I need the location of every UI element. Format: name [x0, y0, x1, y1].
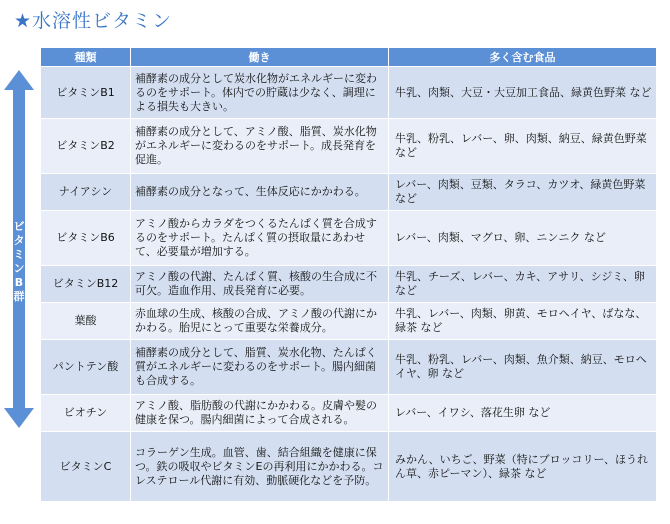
- table-row: [41, 211, 657, 266]
- vitamin-function: コラーゲン生成。血管、歯、結合組織を健康に保つ。鉄の吸収やビタミンEの再利用にかかわる。コレステロール代謝に有効、動脈硬化などを予防。: [131, 432, 389, 502]
- vitamin-function: アミノ酸、脂肪酸の代謝にかかわる。皮膚や髪の健康を保つ。腸内細菌によって合成される。: [131, 395, 389, 432]
- vitamin-foods: 牛乳、肉類、大豆・大豆加工食品、緑黄色野菜 など: [389, 67, 657, 119]
- header-function: 働き: [131, 48, 389, 67]
- vitamin-function: 補酵素の成分として、アミノ酸、脂質、炭水化物がエネルギーに変わるのをサポート。成長発育を促進。: [131, 119, 389, 174]
- vitamin-foods: 牛乳、粉乳、レバー、肉類、魚介類、納豆、モロヘイヤ、卵 など: [389, 340, 657, 395]
- header-foods: 多く含む食品: [389, 48, 657, 67]
- group-label: ビタミンB群: [13, 220, 25, 303]
- table-row: [41, 432, 657, 502]
- vitamin-foods: レバー、肉類、マグロ、卵、ニンニク など: [389, 211, 657, 266]
- header-kind: 種類: [41, 48, 131, 67]
- vitamin-name: 葉酸: [41, 303, 131, 340]
- vitamin-name: ビタミンB1: [41, 67, 131, 119]
- vitamin-foods: 牛乳、粉乳、レバー、卵、肉類、納豆、緑黄色野菜 など: [389, 119, 657, 174]
- table-row: [41, 395, 657, 432]
- table-header-row: [41, 48, 657, 67]
- table-row: [41, 266, 657, 303]
- vitamin-name: ビオチン: [41, 395, 131, 432]
- vitamin-function: 補酵素の成分として、脂質、炭水化物、たんぱく質がエネルギーに変わるのをサポート。腸内細菌も合成する。: [131, 340, 389, 395]
- vitamin-foods: 牛乳、チーズ、レバー、カキ、アサリ、シジミ、卵 など: [389, 266, 657, 303]
- vitamin-function: アミノ酸の代謝、たんぱく質、核酸の生合成に不可欠。造血作用、成長発育に必要。: [131, 266, 389, 303]
- vitamin-name: ビタミンB6: [41, 211, 131, 266]
- vitamin-foods: レバー、イワシ、落花生卵 など: [389, 395, 657, 432]
- group-arrow: [4, 70, 34, 428]
- table-row: [41, 174, 657, 211]
- vitamin-function: 補酵素の成分となって、生体反応にかかわる。: [131, 174, 389, 211]
- vitamin-foods: 牛乳、レバー、肉類、卵黄、モロヘイヤ、ばなな、緑茶 など: [389, 303, 657, 340]
- vitamin-function: 補酵素の成分として炭水化物がエネルギーに変わるのをサポート。体内での貯蔵は少なく、調理による損失も大きい。: [131, 67, 389, 119]
- vitamin-name: パントテン酸: [41, 340, 131, 395]
- vitamin-name: ビタミンB12: [41, 266, 131, 303]
- vitamin-function: アミノ酸からカラダをつくるたんぱく質を合成するのをサポート。たんぱく質の摂取量にあわせて、必要量が増加する。: [131, 211, 389, 266]
- vitamin-name: ビタミンC: [41, 432, 131, 502]
- table-row: [41, 67, 657, 119]
- vitamin-function: 赤血球の生成、核酸の合成、アミノ酸の代謝にかかわる。胎児にとって重要な栄養成分。: [131, 303, 389, 340]
- vitamin-foods: レバー、肉類、豆類、タラコ、カツオ、緑黄色野菜 など: [389, 174, 657, 211]
- vitamin-foods: みかん、いちご、野菜（特にブロッコリー、ほうれん草、赤ピーマン）、緑茶 など: [389, 432, 657, 502]
- vitamin-name: ビタミンB2: [41, 119, 131, 174]
- page-title: ★水溶性ビタミン: [14, 10, 173, 32]
- vitamin-table: [40, 47, 657, 502]
- table-row: [41, 340, 657, 395]
- vitamin-name: ナイアシン: [41, 174, 131, 211]
- table-row: [41, 303, 657, 340]
- table-row: [41, 119, 657, 174]
